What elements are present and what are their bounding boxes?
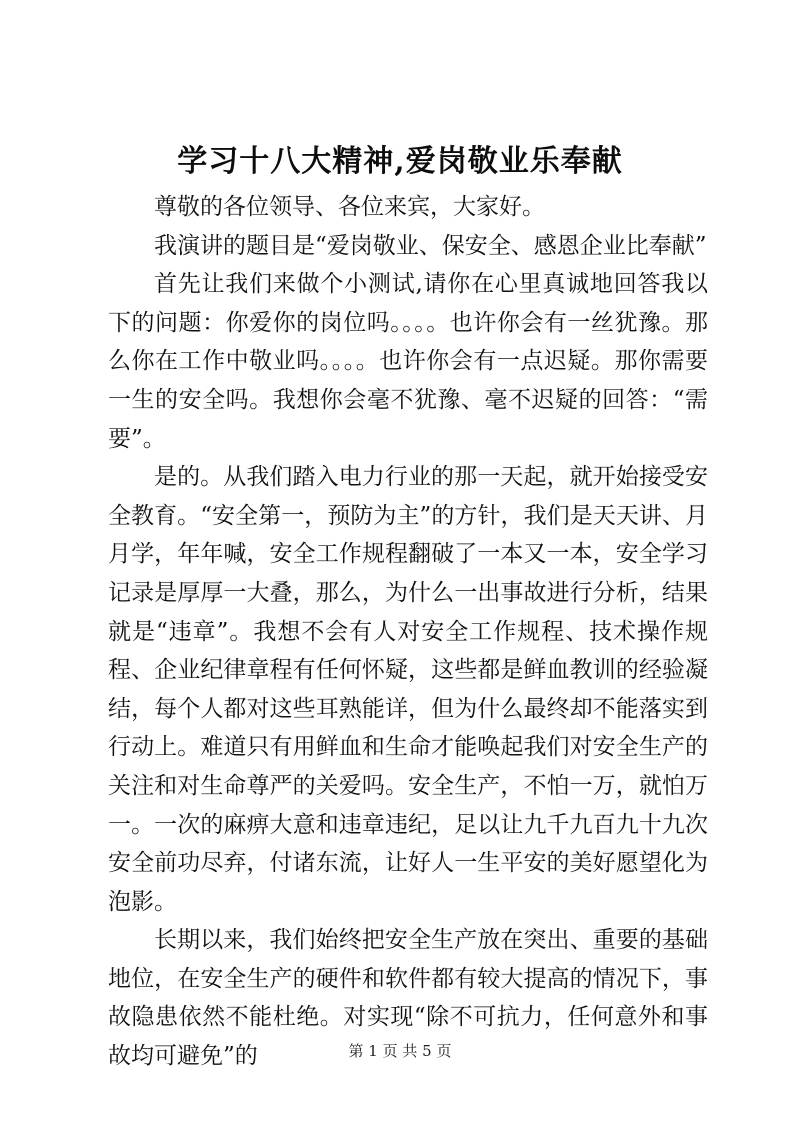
paragraph: 首先让我们来做个小测试,请你在心里真诚地回答我以下的问题：你爱你的岗位吗。。。。也许你会有一丝犹豫。那么你在工作中敬业吗。。。。也许你会有一点迟疑。那你需要一生的安全吗。我想你会毫不犹豫、毫不迟疑的回答：“需要”。 [108,271,708,452]
paragraph: 我演讲的题目是“爱岗敬业、保安全、感恩企业比奉献” [154,232,707,259]
paragraph: 长期以来，我们始终把安全生产放在突出、重要的基础地位，在安全生产的硬件和软件都有较大提高的情况下，事故隐患依然不能杜绝。对实现“除不可抗力，任何意外和事故均可避免”的 [108,927,708,1070]
document-body [108,188,708,1076]
page-number-footer: 第 1 页 共 5 页 [348,1042,452,1060]
paragraph: 尊敬的各位领导、各位来宾，大家好。 [154,194,545,220]
document-title: 学习十八大精神,爱岗敬业乐奉献 [177,144,623,179]
paragraph: 是的。从我们踏入电力行业的那一天起，就开始接受安全教育。“安全第一，预防为主”的方针，我们是天天讲、月月学，年年喊，安全工作规程翻破了一本又一本，安全学习记录是厚厚一大叠，那么，为什么一出事故进行分析，结果就是“违章”。我想不会有人对安全工作规程、技术操作规程、企业纪律章程有任何怀疑，这些都是鲜血教训的经验凝结，每个人都对这些耳熟能详，但为什么最终却不能落实到行动上。难道只有用鲜血和生命才能唤起我们对安全生产的关注和对生命尊严的关爱吗。安全生产，不怕一万，就怕万一。一次的麻痹大意和违章违纪，足以让九千九百九十九次安全前功尽弃，付诸东流，让好人一生平安的美好愿望化为泡影。 [108,464,708,915]
